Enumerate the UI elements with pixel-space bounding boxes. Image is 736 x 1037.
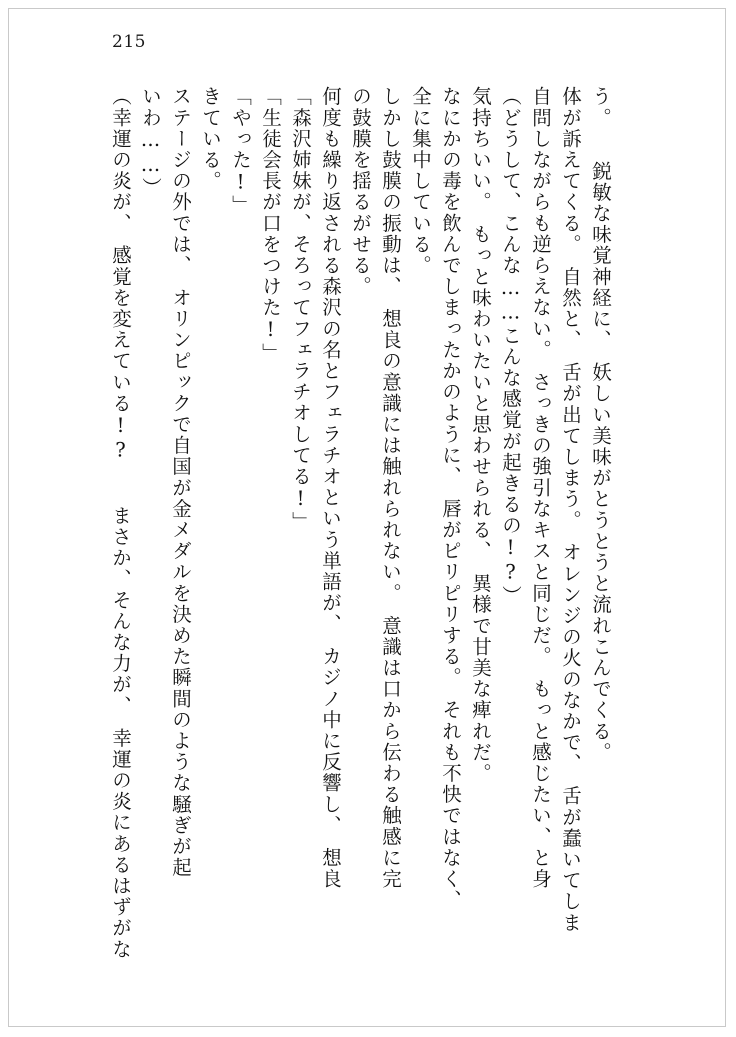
text-line: 何度も繰り返される森沢の名とフェラチオという単語が、 カジノ中に反響し、 想良 [319, 86, 342, 890]
text-line: 気持ちいい。 もっと味わいたいと思わせられる、 異様で甘美な痺れだ。 [469, 86, 492, 784]
text-line: （幸運の炎が、 感覚を変えている!? まさか、そんな力が、 幸運の炎にあるはずがな [109, 86, 132, 960]
text-line: 「森沢姉妹が、そろってフェラチオしてる!」 [289, 86, 312, 533]
text-line: 「やった!」 [229, 86, 252, 217]
text-line: 全に集中している。 [409, 86, 432, 276]
text-line: ステージの外では、 オリンピックで自国が金メダルを決めた瞬間のような騒ぎが起 [169, 86, 192, 879]
text-line: しかし鼓膜の振動は、 想良の意識には触れられない。 意識は口から伝わる触感に完 [379, 86, 402, 890]
text-line: きている。 [199, 86, 222, 192]
text-line: 自問しながらも逆らえない。 さっきの強引なキスと同じだ。 もっと感じたい、と身 [529, 86, 552, 890]
text-line: う。 鋭敏な味覚神経に、 妖しい美味がとうとうと流れこんでくる。 [589, 86, 612, 763]
page-number: 215 [112, 32, 146, 52]
text-line: いわ……） [139, 86, 162, 199]
text-line: 体が訴えてくる。 自然と、 舌が出てしまう。 オレンジの火のなかで、 舌が蠢いてしま [559, 86, 582, 934]
text-line: （どうして、こんな……こんな感覚が起きるの!?） [499, 86, 522, 607]
text-line: なにかの毒を飲んでしまったかのように、 唇がピリピリする。 それも不快ではなく、 [439, 86, 462, 911]
text-line: の鼓膜を揺るがせる。 [349, 86, 372, 297]
vertical-text-block [100, 86, 640, 960]
text-line: 「生徒会長が口をつけた!」 [259, 86, 282, 364]
